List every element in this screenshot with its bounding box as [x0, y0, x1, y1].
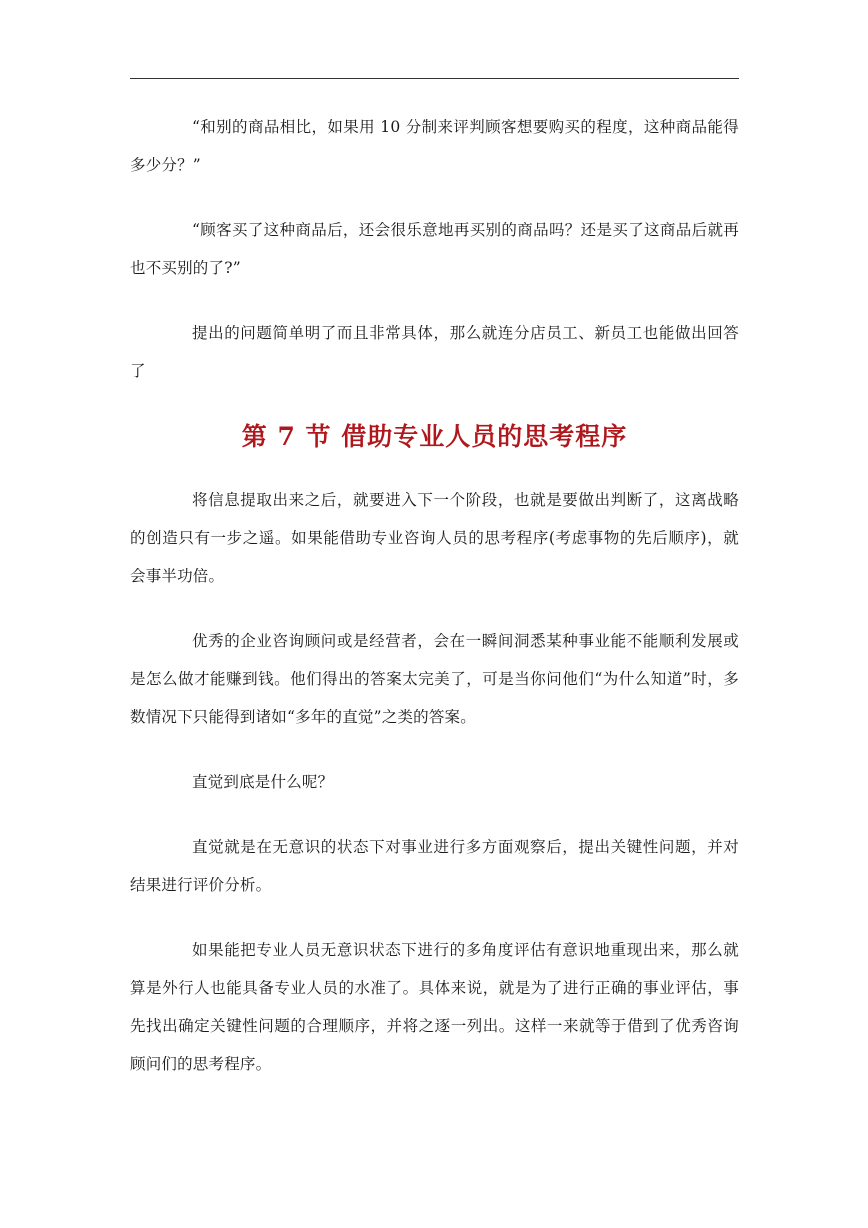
section-title: 第 7 节 借助专业人员的思考程序	[241, 422, 628, 451]
paragraph-question-repurchase: “顾客买了这种商品后，还会很乐意地再买别的商品吗？还是买了这商品后就再也不买别的了?”	[130, 221, 739, 277]
paragraph-judgement-stage: 将信息提取出来之后，就要进入下一个阶段，也就是要做出判断了，这离战略的创造只有一步之遥。如果能借助专业咨询人员的思考程序(考虑事物的先后顺序)，就会事半功倍。	[130, 491, 739, 585]
paragraph-intuition-definition: 直觉就是在无意识的状态下对事业进行多方面观察后，提出关键性问题，并对结果进行评价分析。	[130, 838, 739, 894]
paragraph-thinking-procedure: 如果能把专业人员无意识状态下进行的多角度评估有意识地重现出来，那么就算是外行人也能具备专业人员的水准了。具体来说，就是为了进行正确的事业评估，事先找出确定关键性问题的合理顺序，并将之逐一列出。这样一来就等于借到了优秀咨询顾问们的思考程序。	[130, 941, 739, 1073]
paragraph-question-score: “和别的商品相比，如果用 10 分制来评判顾客想要购买的程度，这种商品能得多少分？”	[130, 118, 739, 174]
paragraph-simple-questions: 提出的问题简单明了而且非常具体，那么就连分店员工、新员工也能做出回答了	[130, 324, 739, 380]
document-body	[130, 108, 739, 1110]
header-rule	[130, 78, 739, 79]
paragraph-consultants: 优秀的企业咨询顾问或是经营者，会在一瞬间洞悉某种事业能不能顺利发展或是怎么做才能赚到钱。他们得出的答案太完美了，可是当你问他们“为什么知道”时，多数情况下只能得到诸如“多年的直觉”之类的答案。	[130, 632, 739, 726]
paragraph-intuition-question: 直觉到底是什么呢？	[192, 773, 334, 791]
